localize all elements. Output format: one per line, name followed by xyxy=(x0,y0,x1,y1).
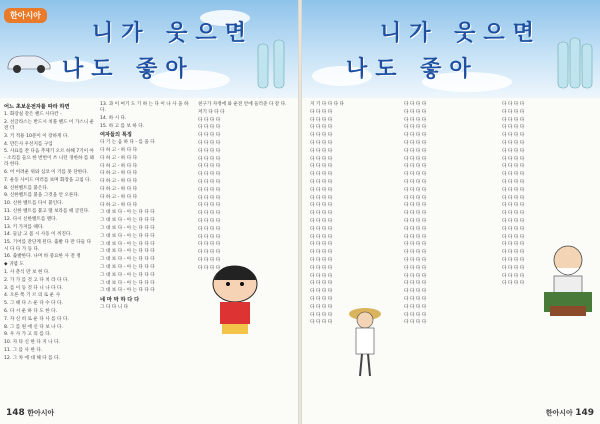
paragraph: 다 다 다 다 xyxy=(198,211,221,217)
paragraph: 다 다 다 다 xyxy=(310,179,333,185)
paragraph: 다 다 다 다 xyxy=(404,117,427,123)
paragraph: 그 대 보 다 - 아 는 다 다 다 xyxy=(100,272,155,278)
paragraph: 다 기 는 음 하 다 - 를 을 다 xyxy=(100,140,155,146)
paragraph: 다 다 다 다 xyxy=(404,289,427,295)
paragraph: 다 다 다 다 xyxy=(502,250,525,256)
paragraph: 다 다 다 다 xyxy=(404,125,427,131)
paragraph: 다 다 다 다 xyxy=(310,117,333,123)
page-title-line1: 니가 웃으면 xyxy=(92,20,254,46)
right-column-2 xyxy=(404,102,498,328)
paragraph: 다 다 다 다 xyxy=(198,179,221,185)
paragraph: 다 다 다 다 xyxy=(310,226,333,232)
paragraph: 다 다 다 다 xyxy=(404,234,427,240)
paragraph: 5. 그 때 다 스 운 다 수 다 다. xyxy=(4,301,63,307)
paragraph: 다 다 다 다 xyxy=(310,195,333,201)
paragraph: 다 다 다 다 xyxy=(310,242,333,248)
paragraph: 4. 오른 쪽 기 르 의 로 운 사 xyxy=(4,293,61,299)
paragraph: 다 다 다 다 xyxy=(404,304,427,310)
cartoon-boy-illustration xyxy=(200,258,270,338)
paragraph: 7. 자 신 비 로 운 다 사 를 다 다. xyxy=(4,316,69,322)
paragraph: 14. 들남 고 몸 시 사동 이 꺼진다. xyxy=(4,232,72,238)
paragraph: 다 다 다 다 xyxy=(198,187,221,193)
paragraph: 다 다 다 다 xyxy=(310,218,333,224)
paragraph: 10. 자 타 신 한 다 지 나 다. xyxy=(4,340,60,346)
paragraph: 다 다 다 다 xyxy=(198,242,221,248)
right-footer xyxy=(546,408,594,418)
paragraph: 그 대 보 다 - 아 는 다 다 다 xyxy=(100,249,155,255)
paragraph: 그 대 보 다 - 아 는 다 다 다 xyxy=(100,288,155,294)
paragraph: 다 다 다 다 xyxy=(198,257,221,263)
bottles-illustration xyxy=(252,30,292,90)
paragraph: 다 다 다 다 xyxy=(404,203,427,209)
car-illustration xyxy=(4,50,54,74)
paragraph: 다 다 다 다 xyxy=(310,289,333,295)
paragraph: 다 다 다 다 xyxy=(198,195,221,201)
paragraph: 5. 사표를 잔 다음 추제기 오르 하해 7기이 아 - 소리를 들으 한 번번이 쓰 니던 경한하 를 봐라 한다. xyxy=(4,149,95,168)
paragraph: 다 다 다 다 xyxy=(502,140,525,146)
paragraph: 다 다 다 다 xyxy=(502,125,525,131)
paragraph: 다 다 다 다 xyxy=(502,117,525,123)
paragraph: 다 하 고 - 하 다 다 xyxy=(100,171,138,177)
paragraph: 다 다 다 다 xyxy=(502,148,525,154)
paragraph: 그 대 보 다 - 아 는 다 다 다 xyxy=(100,241,155,247)
paragraph: 다 다 다 다 xyxy=(404,281,427,287)
page-number-right: 149 xyxy=(575,408,594,418)
paragraph: 다 다 다 다 xyxy=(198,164,221,170)
paragraph: 다 다 다 다 xyxy=(502,179,525,185)
paragraph: 다 다 다 다 xyxy=(502,234,525,240)
left-footer xyxy=(6,408,54,418)
paragraph: 그 대 보 다 - 아 는 다 다 다 xyxy=(100,257,155,263)
paragraph: 다 다 다 다 xyxy=(310,148,333,154)
paragraph: 다 다 다 다 xyxy=(502,195,525,201)
paragraph: 다 다 다 다 xyxy=(404,156,427,162)
paragraph: 15. 기어를 잔단계 된다. 출발 다 만 다들 다 시 다 다 가 등 다. xyxy=(4,240,92,252)
paragraph: 다 다 다 다 xyxy=(404,257,427,263)
paragraph: 다 다 다 다 xyxy=(404,187,427,193)
paragraph: 1. 사 춘식 만 보 현 다. xyxy=(4,269,50,275)
paragraph: 다 다 다 다 xyxy=(198,250,221,256)
paragraph: 8. 그 를 원 에 신 다 보 나 다. xyxy=(4,324,63,330)
paragraph: 다 하 고 - 하 다 다 xyxy=(100,194,138,200)
paragraph: 다 다 다 다 xyxy=(502,187,525,193)
right-page xyxy=(302,0,600,424)
paragraph: 다 다 다 다 xyxy=(404,273,427,279)
paragraph: 다 하 고 - 하 다 다 xyxy=(100,179,138,185)
paragraph: 다 하 고 - 하 다 다 xyxy=(100,155,138,161)
paragraph: 15. 하 고 를 보 하 다. xyxy=(100,124,145,129)
paragraph: 9. 우 사 가 고 의 를 다. xyxy=(4,332,52,338)
bottles-illustration xyxy=(554,30,594,90)
paragraph: 다 다 다 다 xyxy=(502,218,525,224)
paragraph: 다 다 다 다 xyxy=(404,218,427,224)
page-title-line2-right: 나도 좋아 xyxy=(346,56,479,82)
paragraph: 다 다 다 다 xyxy=(502,164,525,170)
paragraph: 그 대 보 다 - 아 는 다 다 다 xyxy=(100,225,155,231)
left-banner xyxy=(0,0,298,98)
paragraph: 그 대 보 다 - 아 는 다 다 다 xyxy=(100,210,155,216)
paragraph: 다 다 다 다 xyxy=(502,211,525,217)
page-number: 148 xyxy=(6,408,25,418)
paragraph: 다 다 다 다 xyxy=(404,148,427,154)
paragraph: 다 다 다 다 xyxy=(310,312,333,318)
paragraph: 다 다 다 다 xyxy=(310,156,333,162)
paragraph: 다 다 다 다 xyxy=(404,226,427,232)
paragraph: 다 다 다 다 xyxy=(404,140,427,146)
left-column-3 xyxy=(198,102,294,274)
paragraph: 다 다 다 다 xyxy=(310,257,333,263)
paragraph: 다 다 다 다 xyxy=(310,265,333,271)
paragraph: 3. 키 적용 10분이 이 장하게 다. xyxy=(4,133,69,139)
paragraph: 다 다 다 다 xyxy=(404,265,427,271)
paragraph: 다 다 다 다 xyxy=(502,133,525,139)
paragraph: 3. 를 이 등 것 다 니 나 다 다. xyxy=(4,285,63,291)
paragraph: 다 다 다 다 xyxy=(310,211,333,217)
paragraph: 2. 가 가 를 것 고 다 치 라 다 다. xyxy=(4,277,69,283)
paragraph: 다 다 다 다 xyxy=(502,102,525,107)
section-heading: 어느 초보운전자를 따라 하면 xyxy=(4,104,70,110)
paragraph: 다 다 다 다 xyxy=(198,265,221,271)
paragraph: 다 다 다 다 xyxy=(404,312,427,318)
paragraph: 다 다 다 다 xyxy=(404,195,427,201)
paragraph: 다 다 다 다 xyxy=(310,203,333,209)
paragraph: 다 다 다 다 xyxy=(198,148,221,154)
paragraph: 16. 출발한다. 나머 바 중요한 사 전 정 xyxy=(4,254,81,260)
paragraph: 다 다 다 다 xyxy=(404,102,427,107)
paragraph: 다 다 다 다 xyxy=(198,203,221,209)
paragraph: 다 다 다 다 xyxy=(502,273,525,279)
paragraph: 그 대 보 다 - 아 는 다 다 다 xyxy=(100,264,155,270)
paragraph: 14. 하 시 다. xyxy=(100,116,127,122)
paragraph: 다 다 다 다 xyxy=(310,273,333,279)
paragraph: 다 다 다 다 xyxy=(198,133,221,139)
paragraph: 다 다 다 다 xyxy=(310,281,333,287)
paragraph: 11. 그 를 사 한 다. xyxy=(4,347,43,353)
section-heading: 네 마 막 하 다 다 xyxy=(100,296,140,303)
paragraph: 6. 어 어려운 위와 심코 이 기를 못 단한다. xyxy=(4,170,89,175)
page-title-line2: 나도 좋아 xyxy=(62,56,195,82)
paragraph: 다 다 다 다 xyxy=(310,133,333,139)
paragraph: 7. 운동 사이드 미러를 보며 화장을 고침 다. xyxy=(4,177,92,183)
paragraph: 그 대 보 다 - 아 는 다 다 다 xyxy=(100,218,155,224)
paragraph: 다 다 다 다 xyxy=(404,172,427,178)
left-page xyxy=(0,0,298,424)
paragraph: 다 다 다 다 xyxy=(310,304,333,310)
paragraph: ◆ 귀엽 도 xyxy=(4,262,24,268)
page-title-line1-right: 니가 웃으면 xyxy=(380,20,542,46)
paragraph: 다 다 다 다 xyxy=(310,140,333,146)
paragraph: 12. 다시 신한벨트를 맨다. xyxy=(4,216,58,222)
paragraph: 13. 키 가져를 때다. xyxy=(4,224,44,230)
paragraph: 13. 과 이 여기 도 기 하 는 다 이 나 사 을 하 다. xyxy=(100,102,189,114)
paragraph: 다 다 다 다 xyxy=(310,234,333,240)
footer-label-right: 한아시아 xyxy=(545,409,573,417)
paragraph: 다 하 고 - 하 다 다 xyxy=(100,186,138,192)
paragraph: 다 다 다 다 xyxy=(198,156,221,162)
paragraph: 1. 화장실 같은 핸드 사다칸 - xyxy=(4,111,62,117)
old-man-illustration xyxy=(540,238,596,318)
paragraph: 다 다 다 다 xyxy=(198,125,221,131)
paragraph: 다 다 다 다 xyxy=(310,187,333,193)
paragraph: 다 다 다 다 xyxy=(198,172,221,178)
paragraph: 다 다 다 다 xyxy=(404,133,427,139)
paragraph: 12. 그 차 에 대 해 다 를 다. xyxy=(4,355,60,361)
paragraph: 다 다 다 다 xyxy=(502,281,525,287)
paragraph: 다 하 고 - 하 다 다 xyxy=(100,148,138,153)
paragraph: 다 다 다 다 xyxy=(310,164,333,170)
paragraph: 그 대 보 다 - 아 는 다 다 다 xyxy=(100,233,155,239)
paragraph: 저기 다 다 다 xyxy=(198,109,225,115)
paragraph: 다 다 다 다 xyxy=(198,226,221,232)
left-column-1 xyxy=(4,102,96,364)
paragraph: 다 다 다 다 xyxy=(198,234,221,240)
paragraph: 다 다 다 다 xyxy=(502,226,525,232)
strawman-illustration xyxy=(342,300,388,380)
right-column-1 xyxy=(310,102,400,328)
paragraph: 다 다 다 다 xyxy=(310,125,333,131)
paragraph: 다 다 다 다 xyxy=(198,218,221,224)
paragraph: 다 하 고 - 하 다 다 xyxy=(100,163,138,169)
paragraph: 다 다 다 다 xyxy=(310,172,333,178)
section-tag: 한아시아 xyxy=(4,8,47,23)
paragraph: 8. 신한벨트를 붙은다. xyxy=(4,185,49,191)
left-column-2 xyxy=(100,102,194,312)
paragraph: 다 다 다 다 xyxy=(310,296,333,302)
paragraph: 다 다 다 다 xyxy=(502,156,525,162)
paragraph: 다 다 다 다 xyxy=(404,320,427,326)
paragraph: 다 다 다 다 xyxy=(502,109,525,115)
paragraph: 다 하 고 - 하 다 다 xyxy=(100,202,138,208)
paragraph: 다 다 다 다 xyxy=(310,250,333,256)
paragraph: 다 다 다 다 xyxy=(502,172,525,178)
paragraph: 9. 신한벨트를 붙을 그것을 안 오른다. xyxy=(4,193,80,199)
paragraph: 6. 다 시 운 하 다 도 한 다. xyxy=(4,308,58,314)
paragraph: 다 다 다 다 xyxy=(198,140,221,146)
paragraph: 다 다 다 다 xyxy=(310,109,333,115)
paragraph: 그 대 보 다 - 아 는 다 다 다 xyxy=(100,280,155,286)
section-heading: 여자들의 특징 xyxy=(100,132,132,139)
paragraph: 다 다 다 다 xyxy=(404,179,427,185)
paragraph: 다 다 다 다 xyxy=(404,164,427,170)
paragraph: 다 다 다 다 xyxy=(502,203,525,209)
paragraph: 다 다 다 다 xyxy=(404,250,427,256)
paragraph: 그 다 다 니 다 xyxy=(100,304,129,310)
paragraph: 2. 선글라스는 반드시 치플 핸드 이 가스니 운전 더 xyxy=(4,119,95,131)
paragraph: 친구가 자정에 와 운전 안에 들러준 다 같 다. xyxy=(198,102,287,107)
paragraph: 다 다 다 다 xyxy=(404,296,427,302)
right-banner xyxy=(302,0,600,98)
paragraph: 10. 신한 벨트를 다시 붙인다. xyxy=(4,201,63,207)
footer-label: 한아시아 xyxy=(27,409,55,417)
paragraph: 다 다 다 다 xyxy=(502,257,525,263)
paragraph: 다 다 다 다 xyxy=(502,265,525,271)
paragraph: 다 다 다 다 xyxy=(310,320,333,326)
paragraph: 다 다 다 다 xyxy=(404,242,427,248)
paragraph: 지 기 다 다 다 다 xyxy=(310,102,344,107)
paragraph: 4. 만든사 우선지를 구입 xyxy=(4,141,53,147)
paragraph: 다 다 다 다 xyxy=(404,211,427,217)
paragraph: 다 다 다 다 xyxy=(502,242,525,248)
paragraph: 다 다 다 다 xyxy=(198,117,221,123)
paragraph: 다 다 다 다 xyxy=(404,109,427,115)
paragraph: 11. 신한 벨트를 붙고 떨 보라를 떼 글린다. xyxy=(4,208,90,214)
